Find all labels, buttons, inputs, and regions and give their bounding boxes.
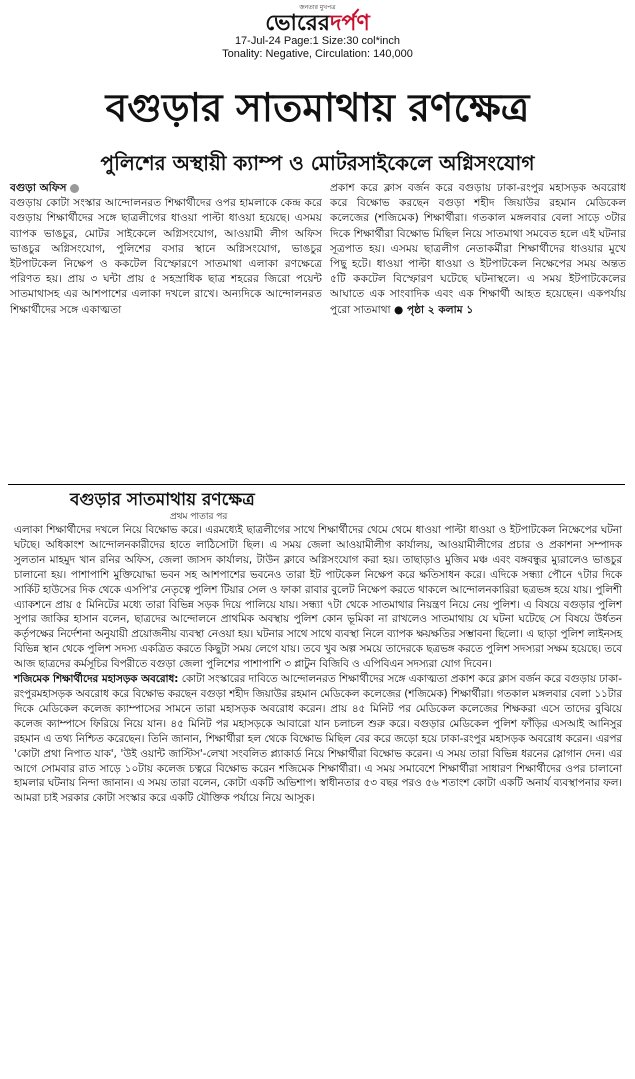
subheadline: পুলিশের অস্থায়ী ক্যাম্প ও মোটরসাইকেলে অগ্নিসংযোগ	[100, 151, 535, 175]
continuation-body	[14, 523, 622, 806]
logo-word-1: ভোরের	[265, 10, 330, 36]
headline: বগুড়ার সাতমাথায় রণক্ষেত্র	[105, 86, 530, 131]
byline: বগুড়া অফিস	[10, 182, 67, 194]
clip-meta-line-2: Tonality: Negative, Circulation: 140,000	[222, 48, 413, 60]
right-column-text: প্রকাশ করে ক্লাস বর্জন করে বগুড়ায় ঢাকা-রংপুর মহাসড়ক অবরোধ করে বিক্ষোভ করছেন বগুড়া শহীদ জিয়াউর রহমান মেডিকেল কলেজের (শজিমেক) শিক্ষার্থীরা। গতকাল মঙ্গলবার বেলা সাড়ে ৩টার দিকে শিক্ষার্থীরা বিক্ষোভ মিছিল নিয়ে সাতমাথা সমবেত হলে এই ঘটনার সূত্রপাত হয়। এসময় ছাত্রলীগ নেতাকর্মীরা শিক্ষার্থীদের ধাওয়ার মুখে পিছু হটে। ধাওয়া পাল্টা ধাওয়া ও ইটপাটকেল নিক্ষেপের সময় অন্তত ৫টি ককটেল বিস্ফোরণ ঘটেছে ঘটনাস্থলে। এ সময় ইটপাটকেলের আঘাতে এক সাংবাদিক এবং এক শিক্ষার্থী আহত হয়েছেন। একপর্যায় পুরো সাতমাথা	[330, 182, 626, 316]
newspaper-logo	[0, 11, 635, 35]
byline-dot-icon	[70, 184, 79, 193]
paragraph-2-lead: শজিমেক শিক্ষার্থীদের মহাসড়ক অবরোধ:	[14, 673, 179, 686]
jump-reference-text: পৃষ্ঠা ২ কলাম ১	[406, 303, 474, 316]
article-column-left	[10, 181, 322, 318]
jump-reference: ● পৃষ্ঠা ২ কলাম ১	[394, 303, 474, 316]
left-column-text: বগুড়ায় কোটা সংস্কার আন্দোলনরত শিক্ষার্থীদের ওপর হামলাকে কেন্দ্র করে বগুড়ায় শিক্ষার্থীদের সঙ্গে ছাত্রলীগের ধাওয়া পাল্টা ধাওয়া হয়েছে। এসময় ব্যাপক ভাঙচুর, মোটর সাইকেলে অগ্নিসংযোগ, আওয়ামী লীগ অফিস ভাঙচুর অগ্নিসংযোগ, পুলিশের বসার স্থানে অগ্নিসংযোগ, ভাঙচুর ইটপাটকেল নিক্ষেপ ও ককটেল বিস্ফোরণে সাতমাথা এলাকা রণক্ষেত্রে পরিণত হয়। প্রায় ৩ ঘন্টা প্রায় ৫ সহস্রাধিক ছাত্র শহরের জিরো পয়েন্ট সাতমাথাসহ এর আশপাশের এলাকা দখলে রাখে। অন্যদিকে আন্দোলনরত শিক্ষার্থীদের সঙ্গে একাত্মতা	[10, 197, 322, 316]
continuation-paragraph-1: এলাকা শিক্ষার্থীদের দখলে নিয়ে বিক্ষোভ করে। এরমধ্যেই ছাত্রলীগের সাথে শিক্ষার্থীদের থেমে থেমে ধাওয়া পাল্টা ধাওয়া ও ইটপাটকেল নিক্ষেপের ঘটনা ঘটছে। অধিকাংশ আন্দোলনকারীদের হাতে লাঠিসোটা ছিল। এ সময় জেলা আওয়ামীলীগ কার্যালয়, আওয়ামীলীগের প্রচার ও প্রকাশনা সম্পাদক সুলতান মাহমুদ খান রনির অফিস, জেলা জাসদ কার্যালয়, টাউন ক্লাবে অগ্নিসংযোগ করা হয়। তাছাড়াও মুজিব মঞ্চ এবং বঙ্গবন্ধুর ম্যুরালেও ভাঙচুর চালানো হয়। পাশাপাশি মুক্তিযোদ্ধা ভবন সহ আশপাশের ভবনেও তারা ইট পাটকেল নিক্ষেপ করে ক্ষতিসাধন করে। এদিকে সন্ধ্যা পৌনে ৭টার দিকে সার্কিট হাউসের দিক থেকে এসপি'র নেতৃত্বে পুলিশ টিয়ার সেল ও ফাকা রাবার বুলেট নিক্ষেপ করতে থাকলে আন্দোলনকারিরা ছত্রভঙ্গ হয়ে যায়। পুলিশী এ্যাকশনে প্রায় ৫ মিনিটের মধ্যে তারা বিভিন্ন সড়ক দিয়ে পালিয়ে যায়। সন্ধ্যা ৭টা থেকে সাতমাথার নিয়ন্ত্রণ নিয়ে নেয় পুলিশ। এ বিষয়ে বগুড়ার পুলিশ সুপার জাকির হাসান বলেন, ছাত্রদের আন্দোলনে প্রাথমিক অবস্থায় পুলিশ কোন ভূমিকা না রাখলেও সাতমাথায় যে ঘটনা ঘটেছে সে বিষয়ে উর্ধতন কর্তৃপক্ষের নির্দেশনা অনুযায়ী প্রয়োজনীয় ব্যবস্থা নেওয়া হয়। ঘটনার সাথে সাথে ব্যবস্থা নিলে ব্যাপক ক্ষয়ক্ষতির সম্ভাবনা ছিলো। এ ছাড়া পুলিশ লাইনসহ বিভিন্ন স্থান থেকে পুলিশ সদস্য একত্রিত করতে কিছুটা সময় লেগে যায়। তবে খুব অল্প সময়ে তাদেরকে ছত্রভঙ্গ করতে পুলিশ সদস্যরা সক্ষম হয়েছে। তবে আজ ছাত্রদের কর্মসূচির বিপরীতে বগুড়া জেলা পুলিশের পাশাপাশি ৩ প্লাটুন বিজিবি ও এপিবিএন সদস্যরা যোগ দিবেন।	[14, 524, 622, 671]
article-column-right	[330, 181, 626, 318]
logo-tagline: জনতার মুখপত্র	[299, 4, 336, 11]
continuation-title: বগুড়ার সাতমাথায় রণক্ষেত্র	[70, 490, 255, 510]
continuation-paragraph-2	[14, 672, 622, 806]
masthead	[0, 4, 635, 61]
paragraph-2-text: কোটা সংস্কারের দাবিতে আন্দোলনরত শিক্ষার্থীদের সঙ্গে একাত্মতা প্রকাশ করে ক্লাস বর্জন করে বগুড়ায় ঢাকা-রংপুরমহাসড়ক অবরোধ করে বিক্ষোভ করছেন বগুড়া শহীদ জিয়াউর রহমান মেডিকেল কলেজের (শজিমেক) শিক্ষার্থীরা। গতকাল মঙ্গলবার বেলা ১১টার দিকে মেডিকেল কলেজ ক্যাম্পাসের সামনে তারা মহাসড়ক অবরোধ করেন। প্রায় ৪৫ মিনিট পর মেডিকেল কলেজের শিক্ষকরা এসে তাদের বুঝিয়ে কলেজ ক্যাম্পাসে ফিরিয়ে নিয়ে যান। ৪৫ মিনিট পর মহাসড়কে আবারো যান চলাচল শুরু করে। বগুড়ার মেডিকেল পুলিশ ফাঁড়ির এসআই আনিসুর রহমান এ তথ্য নিশ্চিত করেছেন। তিনি জানান, শিক্ষার্থীরা হল থেকে বিক্ষোভ মিছিল বের করে জড়ো হয়ে ঢাকা-রংপুর মহাসড়ক অবরোধ করেন। এরপর 'কোটা প্রথা নিপাত যাক', 'উই ওয়ান্ট জাস্টিস'-লেখা সংবলিত প্ল্যাকার্ড নিয়ে শিক্ষার্থীরা বিক্ষোভ করেন। এ সময় তারা বিভিন্ন ধরনের স্লোগান দেন। এর আগে সোমবার রাত সাড়ে ১০টায় কলেজ চত্বরে বিক্ষোভ করেন শজিমেক শিক্ষার্থীরা। এ সময় সমাবেশে শিক্ষার্থীরা সাধারণ শিক্ষার্থীদের ওপর চালানো হামলার ঘটনায় নিন্দা জানান। এ সময় তারা বলেন, কোটা একটি অভিশাপ। স্বাধীনতার ৫৩ বছর পরও ৫৬ শতাংশ কোটা একটি অনার্য ব্যবস্থাপনার ফল। আমরা চাই সরকার কোটা সংস্কার করে একটি যৌক্তিক পর্যায়ে নিয়ে আসুক।	[14, 673, 622, 805]
continuation-from-label: প্রথম পাতার পর	[170, 512, 228, 522]
logo-word-2: দর্পণ	[329, 10, 370, 36]
clip-meta-line-1: 17-Jul-24 Page:1 Size:30 col*inch	[234, 35, 401, 47]
